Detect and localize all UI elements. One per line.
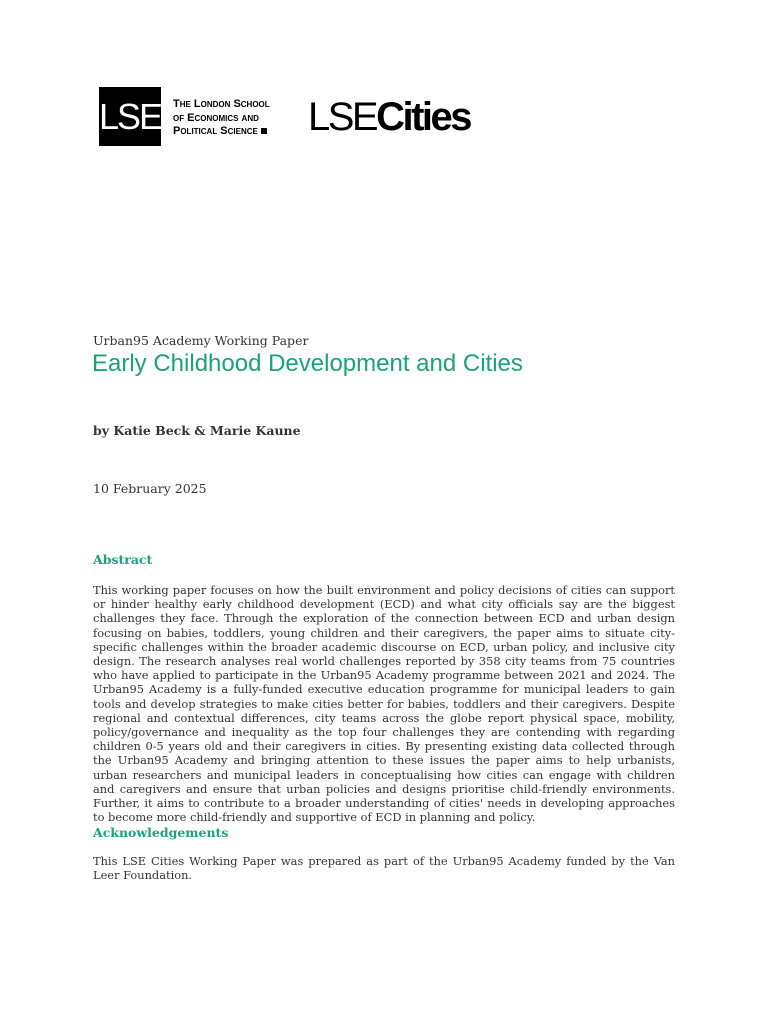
lse-logo-mark xyxy=(99,87,161,146)
acknowledgements-heading: Acknowledgements xyxy=(93,825,229,840)
lse-cities-logo-cities: Cities xyxy=(376,95,471,139)
lse-logo-letters: LSE xyxy=(98,95,162,137)
lse-cities-logo-lse: LSE xyxy=(308,95,377,139)
lse-name-line-1: The London School xyxy=(173,98,270,110)
abstract-body: This working paper focuses on how the built environment and policy decisions of cities can support or hinder healthy early childhood development (ECD) and what city officials say are the biggest challenges they face. Through the exploration of the connection between ECD and urban design focusing on babies, toddlers, young children and their caregivers, the paper aims to situate city-specific challenges within the broader academic discourse on ECD, urban policy, and inclusive city design. The research analyses real world challenges reported by 358 city teams from 75 countries who have applied to participate in the Urban95 Academy programme between 2021 and 2024. The Urban95 Academy is a fully-funded executive education programme for municipal leaders to gain tools and develop strategies to make cities better for babies, toddlers and their caregivers. Despite regional and contextual differences, city teams across the globe report physical space, mobility, policy/governance and inequality as the top four challenges they are contending with regarding children 0-5 years old and their caregivers in cities. By presenting existing data collected through the Urban95 Academy and bringing attention to these issues the paper aims to help urbanists, urban researchers and municipal leaders in conceptualising how cities can engage with children and caregivers and ensure that urban policies and designs prioritise child-friendly environments. Further, it aims to contribute to a broader understanding of cities' needs in developing approaches to become more child-friendly and supportive of ECD in planning and policy. xyxy=(93,583,675,825)
series-label: Urban95 Academy Working Paper xyxy=(93,333,309,348)
lse-logo-name xyxy=(173,98,270,139)
publication-date: 10 February 2025 xyxy=(93,481,207,496)
square-icon xyxy=(261,128,267,134)
abstract-heading: Abstract xyxy=(93,552,153,567)
authors: by Katie Beck & Marie Kaune xyxy=(93,423,301,438)
lse-cities-logo xyxy=(308,95,470,139)
lse-name-line-3: Political Science xyxy=(173,125,258,137)
paper-title: Early Childhood Development and Cities xyxy=(92,350,523,377)
lse-name-line-2: of Economics and xyxy=(173,111,259,124)
acknowledgements-body: This LSE Cities Working Paper was prepared as part of the Urban95 Academy funded by the Van Leer Foundation. xyxy=(93,854,675,883)
